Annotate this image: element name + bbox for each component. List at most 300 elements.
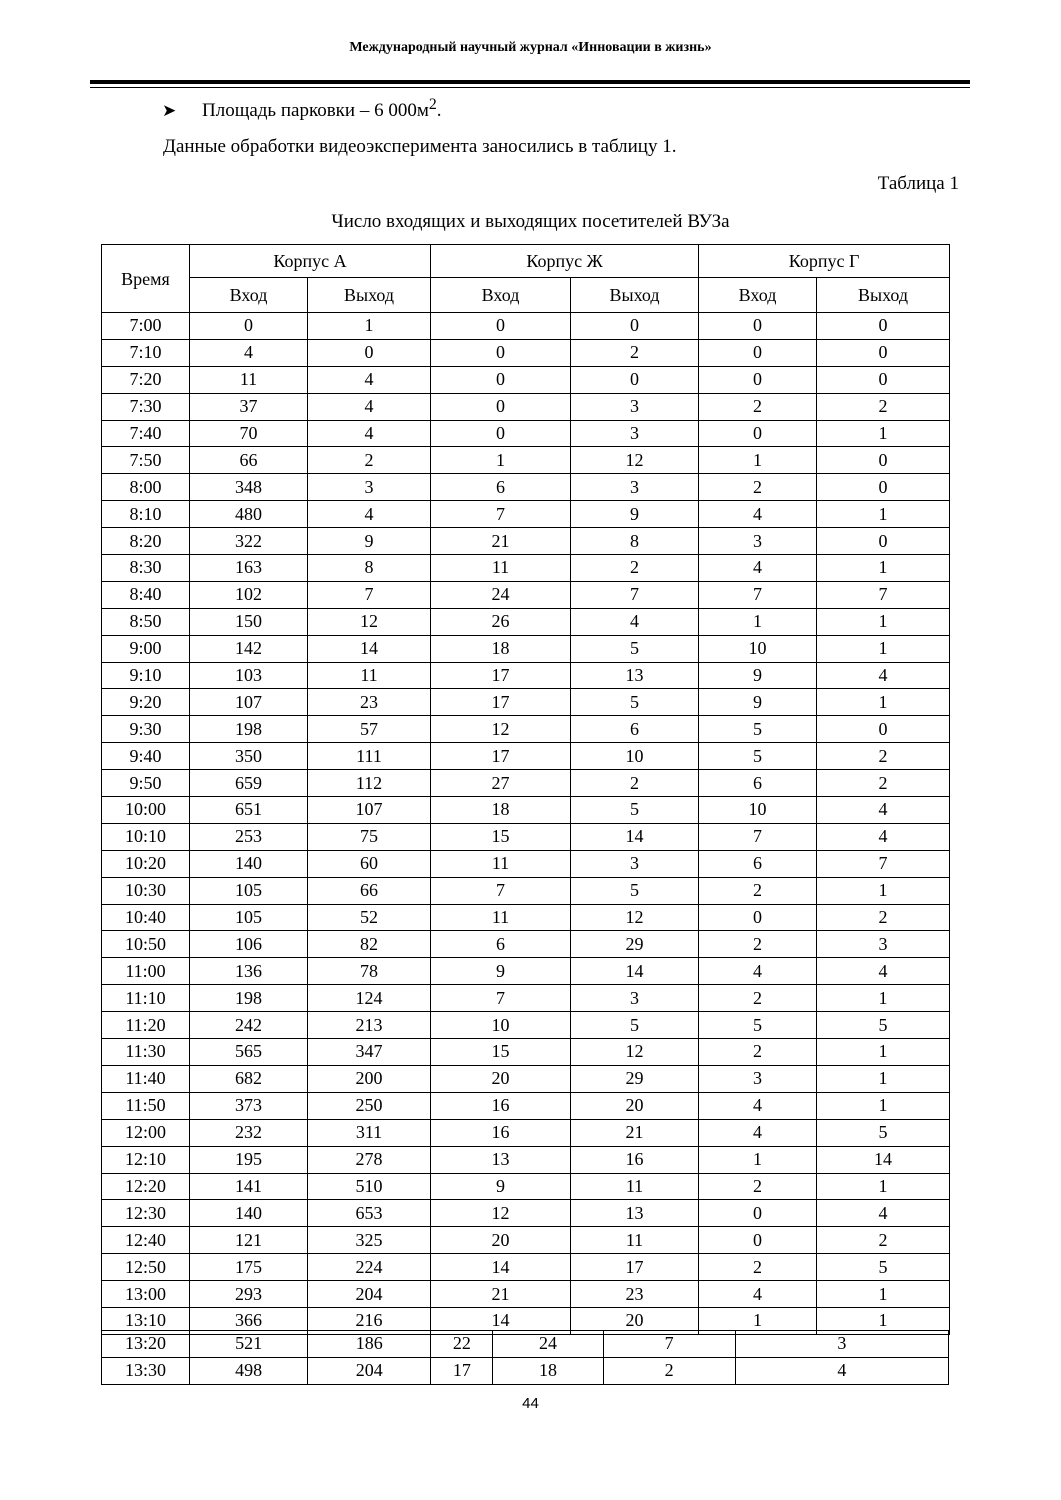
count-cell: 1: [817, 555, 950, 582]
time-cell: 12:30: [102, 1200, 190, 1227]
count-cell: 1: [817, 635, 950, 662]
time-cell: 10:00: [102, 797, 190, 824]
count-cell: 480: [190, 501, 308, 528]
time-cell: 10:30: [102, 877, 190, 904]
count-cell: 9: [431, 958, 571, 985]
table-row: [102, 1357, 949, 1384]
count-cell: 12: [431, 1200, 571, 1227]
table-row: [102, 474, 950, 501]
count-cell: 1: [817, 420, 950, 447]
count-cell: 0: [571, 313, 699, 340]
time-cell: 9:00: [102, 635, 190, 662]
count-cell: 21: [571, 1119, 699, 1146]
header-g-in: Вход: [699, 278, 817, 313]
count-cell: 7: [308, 581, 431, 608]
count-cell: 2: [817, 1227, 950, 1254]
count-cell: 5: [571, 635, 699, 662]
count-cell: 1: [817, 608, 950, 635]
count-cell: 350: [190, 743, 308, 770]
table-title: Число входящих и выходящих посетителей ВУЗа: [331, 211, 730, 232]
count-cell: 198: [190, 716, 308, 743]
count-cell: 12: [431, 716, 571, 743]
time-cell: 8:10: [102, 501, 190, 528]
time-cell: 12:50: [102, 1254, 190, 1281]
table-number: Таблица 1: [877, 173, 959, 194]
bullet-superscript: 2: [428, 96, 437, 113]
time-cell: 8:20: [102, 528, 190, 555]
time-cell: 7:00: [102, 313, 190, 340]
count-cell: 498: [190, 1357, 308, 1384]
count-cell: 0: [431, 366, 571, 393]
count-cell: 13: [571, 1200, 699, 1227]
count-cell: 1: [699, 1146, 817, 1173]
count-cell: 17: [431, 662, 571, 689]
count-cell: 11: [308, 662, 431, 689]
count-cell: 20: [431, 1065, 571, 1092]
table-row: [102, 635, 950, 662]
count-cell: 141: [190, 1173, 308, 1200]
count-cell: 5: [699, 743, 817, 770]
table-row: [102, 1281, 950, 1308]
header-zh-in: Вход: [431, 278, 571, 313]
header-a-out: Выход: [308, 278, 431, 313]
count-cell: 200: [308, 1065, 431, 1092]
count-cell: 651: [190, 797, 308, 824]
count-cell: 0: [817, 366, 950, 393]
count-cell: 142: [190, 635, 308, 662]
count-cell: 0: [699, 313, 817, 340]
time-cell: 7:40: [102, 420, 190, 447]
count-cell: 57: [308, 716, 431, 743]
count-cell: 659: [190, 770, 308, 797]
count-cell: 2: [817, 770, 950, 797]
count-cell: 4: [308, 420, 431, 447]
table-row: [102, 1119, 950, 1146]
count-cell: 106: [190, 931, 308, 958]
time-cell: 9:10: [102, 662, 190, 689]
count-cell: 682: [190, 1065, 308, 1092]
count-cell: 2: [308, 447, 431, 474]
time-cell: 12:10: [102, 1146, 190, 1173]
count-cell: 11: [431, 850, 571, 877]
count-cell: 1: [431, 447, 571, 474]
count-cell: 3: [571, 985, 699, 1012]
count-cell: 5: [571, 1012, 699, 1039]
count-cell: 325: [308, 1227, 431, 1254]
count-cell: 521: [190, 1331, 308, 1358]
count-cell: 4: [735, 1357, 948, 1384]
count-cell: 3: [308, 474, 431, 501]
count-cell: 4: [699, 555, 817, 582]
count-cell: 0: [431, 339, 571, 366]
table-row: [102, 850, 950, 877]
count-cell: 4: [699, 958, 817, 985]
count-cell: 9: [699, 662, 817, 689]
count-cell: 6: [431, 474, 571, 501]
count-cell: 4: [817, 662, 950, 689]
count-cell: 7: [431, 985, 571, 1012]
count-cell: 0: [817, 528, 950, 555]
table-row: [102, 420, 950, 447]
count-cell: 1: [817, 877, 950, 904]
count-cell: 7: [603, 1331, 735, 1358]
count-cell: 12: [571, 447, 699, 474]
count-cell: 5: [571, 877, 699, 904]
table-row: [102, 1173, 950, 1200]
count-cell: 3: [571, 420, 699, 447]
count-cell: 0: [190, 313, 308, 340]
header-zh-out: Выход: [571, 278, 699, 313]
count-cell: 2: [817, 904, 950, 931]
count-cell: 2: [817, 743, 950, 770]
table-row: [102, 823, 950, 850]
time-cell: 11:10: [102, 985, 190, 1012]
table-row: [102, 313, 950, 340]
bullet-item: [162, 96, 442, 122]
count-cell: 3: [571, 474, 699, 501]
count-cell: 60: [308, 850, 431, 877]
time-cell: 7:20: [102, 366, 190, 393]
count-cell: 29: [571, 1065, 699, 1092]
count-cell: 15: [431, 1039, 571, 1066]
table-row: [102, 689, 950, 716]
count-cell: 163: [190, 555, 308, 582]
time-cell: 10:20: [102, 850, 190, 877]
count-cell: 3: [699, 528, 817, 555]
table-row: [102, 904, 950, 931]
count-cell: 23: [571, 1281, 699, 1308]
count-cell: 0: [817, 313, 950, 340]
count-cell: 10: [431, 1012, 571, 1039]
table-row: [102, 366, 950, 393]
count-cell: 2: [571, 770, 699, 797]
header-g-out: Выход: [817, 278, 950, 313]
table-row: [102, 1065, 950, 1092]
time-cell: 10:40: [102, 904, 190, 931]
count-cell: 14: [571, 958, 699, 985]
count-cell: 18: [431, 797, 571, 824]
count-cell: 5: [571, 689, 699, 716]
count-cell: 66: [190, 447, 308, 474]
count-cell: 186: [308, 1331, 431, 1358]
count-cell: 75: [308, 823, 431, 850]
count-cell: 2: [699, 474, 817, 501]
table-row: [102, 743, 950, 770]
count-cell: 6: [431, 931, 571, 958]
count-cell: 12: [571, 904, 699, 931]
count-cell: 0: [817, 716, 950, 743]
count-cell: 0: [431, 393, 571, 420]
time-cell: 9:40: [102, 743, 190, 770]
count-cell: 1: [699, 447, 817, 474]
count-cell: 14: [431, 1254, 571, 1281]
count-cell: 4: [699, 1119, 817, 1146]
time-cell: 11:00: [102, 958, 190, 985]
count-cell: 11: [431, 555, 571, 582]
count-cell: 14: [817, 1146, 950, 1173]
count-cell: 18: [493, 1357, 603, 1384]
count-cell: 0: [699, 420, 817, 447]
header-a-in: Вход: [190, 278, 308, 313]
count-cell: 9: [699, 689, 817, 716]
count-cell: 7: [431, 877, 571, 904]
count-cell: 2: [699, 393, 817, 420]
count-cell: 4: [817, 823, 950, 850]
count-cell: 17: [431, 743, 571, 770]
table-row: [102, 1227, 950, 1254]
count-cell: 11: [571, 1173, 699, 1200]
count-cell: 4: [817, 797, 950, 824]
count-cell: 17: [431, 1357, 493, 1384]
table-row: [102, 1092, 950, 1119]
visitors-table-tail: [101, 1330, 949, 1385]
time-cell: 12:00: [102, 1119, 190, 1146]
count-cell: 347: [308, 1039, 431, 1066]
count-cell: 2: [699, 877, 817, 904]
count-cell: 204: [308, 1357, 431, 1384]
count-cell: 18: [431, 635, 571, 662]
count-cell: 216: [308, 1307, 431, 1334]
count-cell: 311: [308, 1119, 431, 1146]
count-cell: 0: [571, 366, 699, 393]
count-cell: 20: [571, 1092, 699, 1119]
table-row: [102, 447, 950, 474]
count-cell: 136: [190, 958, 308, 985]
time-cell: 13:10: [102, 1307, 190, 1334]
count-cell: 4: [308, 501, 431, 528]
count-cell: 23: [308, 689, 431, 716]
count-cell: 1: [817, 689, 950, 716]
time-cell: 12:40: [102, 1227, 190, 1254]
time-cell: 13:00: [102, 1281, 190, 1308]
count-cell: 5: [817, 1012, 950, 1039]
count-cell: 7: [817, 581, 950, 608]
count-cell: 2: [603, 1357, 735, 1384]
count-cell: 565: [190, 1039, 308, 1066]
count-cell: 7: [571, 581, 699, 608]
count-cell: 2: [817, 393, 950, 420]
count-cell: 102: [190, 581, 308, 608]
table-row: [102, 1012, 950, 1039]
count-cell: 82: [308, 931, 431, 958]
table-row: [102, 985, 950, 1012]
table-row: [102, 581, 950, 608]
count-cell: 37: [190, 393, 308, 420]
time-cell: 8:40: [102, 581, 190, 608]
count-cell: 9: [308, 528, 431, 555]
count-cell: 11: [571, 1227, 699, 1254]
count-cell: 3: [571, 850, 699, 877]
count-cell: 150: [190, 608, 308, 635]
table-row: [102, 528, 950, 555]
count-cell: 5: [817, 1119, 950, 1146]
table-row: [102, 1146, 950, 1173]
count-cell: 4: [699, 1092, 817, 1119]
table-row: [102, 1331, 949, 1358]
count-cell: 4: [571, 608, 699, 635]
time-cell: 10:10: [102, 823, 190, 850]
count-cell: 1: [817, 1092, 950, 1119]
time-cell: 7:30: [102, 393, 190, 420]
count-cell: 348: [190, 474, 308, 501]
count-cell: 0: [699, 339, 817, 366]
time-cell: 13:30: [102, 1357, 190, 1384]
time-cell: 9:20: [102, 689, 190, 716]
table-row: [102, 931, 950, 958]
count-cell: 3: [571, 393, 699, 420]
count-cell: 6: [571, 716, 699, 743]
count-cell: 4: [817, 958, 950, 985]
count-cell: 1: [817, 1281, 950, 1308]
count-cell: 105: [190, 904, 308, 931]
count-cell: 4: [699, 501, 817, 528]
count-cell: 111: [308, 743, 431, 770]
count-cell: 9: [431, 1173, 571, 1200]
count-cell: 8: [308, 555, 431, 582]
count-cell: 2: [699, 1173, 817, 1200]
table-row: [102, 662, 950, 689]
count-cell: 14: [308, 635, 431, 662]
count-cell: 5: [817, 1254, 950, 1281]
count-cell: 24: [431, 581, 571, 608]
count-cell: 2: [699, 985, 817, 1012]
count-cell: 7: [817, 850, 950, 877]
table-row: [102, 797, 950, 824]
count-cell: 204: [308, 1281, 431, 1308]
count-cell: 24: [493, 1331, 603, 1358]
count-cell: 10: [571, 743, 699, 770]
count-cell: 5: [699, 1012, 817, 1039]
table-row: [102, 339, 950, 366]
count-cell: 0: [431, 420, 571, 447]
count-cell: 27: [431, 770, 571, 797]
header-building-a: Корпус А: [190, 245, 431, 278]
time-cell: 11:50: [102, 1092, 190, 1119]
count-cell: 293: [190, 1281, 308, 1308]
count-cell: 198: [190, 985, 308, 1012]
count-cell: 6: [699, 770, 817, 797]
time-cell: 8:30: [102, 555, 190, 582]
count-cell: 4: [308, 366, 431, 393]
bullet-text: Площадь парковки – 6 000м: [202, 100, 429, 122]
time-cell: 8:50: [102, 608, 190, 635]
count-cell: 13: [571, 662, 699, 689]
count-cell: 2: [699, 1039, 817, 1066]
count-cell: 17: [431, 689, 571, 716]
table-row: [102, 877, 950, 904]
header-rule-thin: [90, 87, 970, 88]
time-cell: 7:50: [102, 447, 190, 474]
count-cell: 2: [571, 339, 699, 366]
count-cell: 1: [817, 1307, 950, 1334]
count-cell: 653: [308, 1200, 431, 1227]
count-cell: 7: [699, 581, 817, 608]
count-cell: 10: [699, 797, 817, 824]
table-row: [102, 770, 950, 797]
time-cell: 11:20: [102, 1012, 190, 1039]
count-cell: 0: [699, 904, 817, 931]
visitors-table: [101, 244, 950, 1335]
count-cell: 4: [817, 1200, 950, 1227]
time-cell: 11:40: [102, 1065, 190, 1092]
count-cell: 4: [308, 393, 431, 420]
count-cell: 242: [190, 1012, 308, 1039]
count-cell: 366: [190, 1307, 308, 1334]
count-cell: 0: [308, 339, 431, 366]
time-cell: 11:30: [102, 1039, 190, 1066]
count-cell: 6: [699, 850, 817, 877]
page-number: 44: [522, 1395, 539, 1412]
count-cell: 103: [190, 662, 308, 689]
count-cell: 3: [699, 1065, 817, 1092]
time-cell: 9:30: [102, 716, 190, 743]
count-cell: 26: [431, 608, 571, 635]
count-cell: 12: [308, 608, 431, 635]
count-cell: 52: [308, 904, 431, 931]
table-row: [102, 1200, 950, 1227]
count-cell: 1: [817, 1065, 950, 1092]
count-cell: 0: [699, 366, 817, 393]
count-cell: 250: [308, 1092, 431, 1119]
count-cell: 322: [190, 528, 308, 555]
count-cell: 14: [571, 823, 699, 850]
table-row: [102, 958, 950, 985]
count-cell: 20: [571, 1307, 699, 1334]
header-building-zh: Корпус Ж: [431, 245, 699, 278]
count-cell: 8: [571, 528, 699, 555]
header-time: Время: [102, 245, 190, 313]
count-cell: 0: [817, 339, 950, 366]
journal-header: Международный научный журнал «Инновации в жизнь»: [349, 40, 712, 55]
count-cell: 0: [699, 1227, 817, 1254]
count-cell: 1: [699, 608, 817, 635]
count-cell: 0: [817, 447, 950, 474]
count-cell: 3: [735, 1331, 948, 1358]
time-cell: 9:50: [102, 770, 190, 797]
count-cell: 16: [571, 1146, 699, 1173]
count-cell: 107: [190, 689, 308, 716]
count-cell: 253: [190, 823, 308, 850]
count-cell: 2: [699, 931, 817, 958]
count-cell: 15: [431, 823, 571, 850]
count-cell: 4: [190, 339, 308, 366]
count-cell: 195: [190, 1146, 308, 1173]
time-cell: 13:20: [102, 1331, 190, 1358]
time-cell: 10:50: [102, 931, 190, 958]
table-row: [102, 1254, 950, 1281]
count-cell: 112: [308, 770, 431, 797]
arrow-bullet-icon: ➤: [162, 101, 177, 121]
count-cell: 124: [308, 985, 431, 1012]
count-cell: 105: [190, 877, 308, 904]
count-cell: 1: [817, 1039, 950, 1066]
count-cell: 7: [431, 501, 571, 528]
count-cell: 0: [699, 1200, 817, 1227]
count-cell: 0: [431, 313, 571, 340]
count-cell: 140: [190, 850, 308, 877]
table-row: [102, 716, 950, 743]
count-cell: 14: [431, 1307, 571, 1334]
count-cell: 4: [699, 1281, 817, 1308]
count-cell: 29: [571, 931, 699, 958]
count-cell: 1: [817, 501, 950, 528]
count-cell: 224: [308, 1254, 431, 1281]
count-cell: 2: [699, 1254, 817, 1281]
count-cell: 1: [817, 1173, 950, 1200]
count-cell: 213: [308, 1012, 431, 1039]
count-cell: 1: [699, 1307, 817, 1334]
count-cell: 1: [817, 985, 950, 1012]
